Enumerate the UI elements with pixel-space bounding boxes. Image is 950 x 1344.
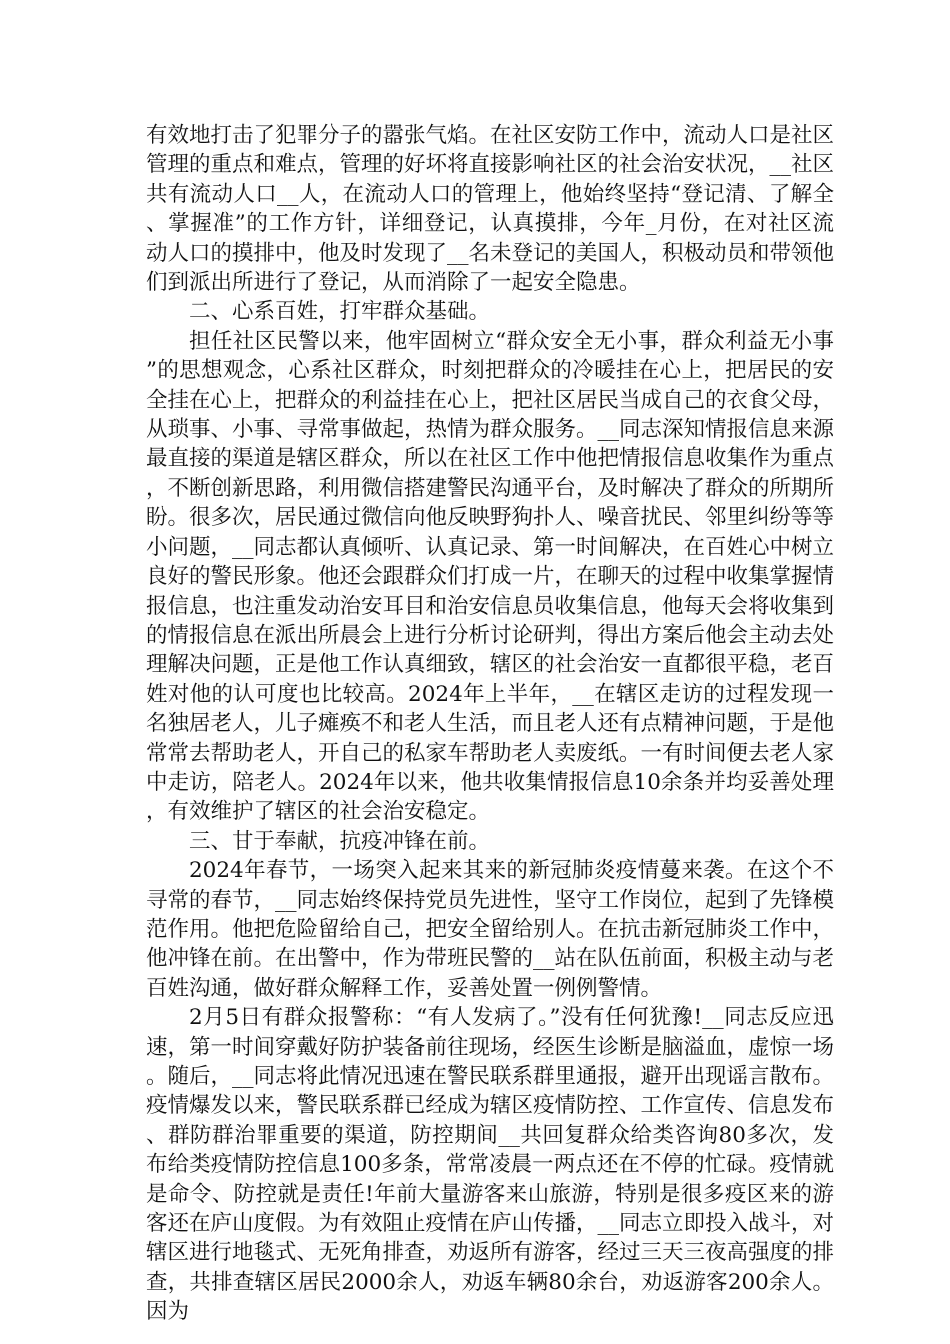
paragraph-epidemic-spring: 2024年春节，一场突入起来其来的新冠肺炎疫情蔓来袭。在这个不寻常的春节，__同志始终保持党员先进性，坚守工作岗位，起到了先锋模范作用。他把危险留给自己，把安全留给别人。在抗击新冠肺炎工作中，他冲锋在前。在出警中，作为带班民警的__站在队伍前面，积极主动与老百姓沟通，做好群众解释工作，妥善处置一例例警情。 [146, 858, 835, 1001]
document-body [146, 121, 834, 1327]
paragraph-security-work: 有效地打击了犯罪分子的嚣张气焰。在社区安防工作中，流动人口是社区管理的重点和难点，管理的好坏将直接影响社区的社会治安状况，__社区共有流动人口__人，在流动人口的管理上，他始终坚持“登记清、了解全、掌握准”的工作方针，详细登记，认真摸排，今年_月份，在对社区流动人口的摸排中，他及时发现了__名未登记的美国人，积极动员和带领他们到派出所进行了登记，从而消除了一起安全隐患。 [146, 123, 835, 296]
section-heading-three: 三、甘于奉献，抗疫冲锋在前。 [189, 828, 491, 854]
section-heading-two: 二、心系百姓，打牢群众基础。 [189, 299, 491, 325]
paragraph-feb-report: 2月5日有群众报警称：“有人发病了。”没有任何犹豫!__同志反应迅速，第一时间穿戴好防护装备前往现场，经医生诊断是脑溢血，虚惊一场。随后，__同志将此情况迅速在警民联系群里通报，避开出现谣言散布。疫情爆发以来，警民联系群已经成为辖区疫情防控、工作宣传、信息发布、群防群治罪重要的渠道，防控期间__共回复群众给类咨询80多次，发布给类疫情防控信息100多条，常常凌晨一两点还在不停的忙碌。疫情就是命令、防控就是责任!年前大量游客来山旅游，特别是很多疫区来的游客还在庐山度假。为有效阻止疫情在庐山传播，__同志立即投入战斗，对辖区进行地毯式、无死角排查，劝返所有游客，经过三天三夜高强度的排查，共排查辖区居民2000余人，劝返车辆80余台，劝返游客200余人。因为 [146, 1005, 835, 1325]
paragraph-community-service: 担任社区民警以来，他牢固树立“群众安全无小事，群众利益无小事”的思想观念，心系社区群众，时刻把群众的冷暖挂在心上，把居民的安全挂在心上，把群众的利益挂在心上，把社区居民当成自己的衣食父母，从琐事、小事、寻常事做起，热情为群众服务。__同志深知情报信息来源最直接的渠道是辖区群众，所以在社区工作中他把情报信息收集作为重点，不断创新思路，利用微信搭建警民沟通平台，及时解决了群众的所期所盼。很多次，居民通过微信向他反映野狗扑人、噪音扰民、邻里纠纷等等小问题，__同志都认真倾听、认真记录、第一时间解决，在百姓心中树立良好的警民形象。他还会跟群众们打成一片，在聊天的过程中收集掌握情报信息，也注重发动治安耳目和治安信息员收集信息，他每天会将收集到的情报信息在派出所晨会上进行分析讨论研判，得出方案后他会主动去处理解决问题，正是他工作认真细致，辖区的社会治安一直都很平稳，老百姓对他的认可度也比较高。2024年上半年，__在辖区走访的过程发现一名独居老人，儿子瘫痪不和老人生活，而且老人还有点精神问题，于是他常常去帮助老人，开自己的私家车帮助老人卖废纸。一有时间便去老人家中走访，陪老人。2024年以来，他共收集情报信息10余条并均妥善处理，有效维护了辖区的社会治安稳定。 [146, 328, 835, 825]
